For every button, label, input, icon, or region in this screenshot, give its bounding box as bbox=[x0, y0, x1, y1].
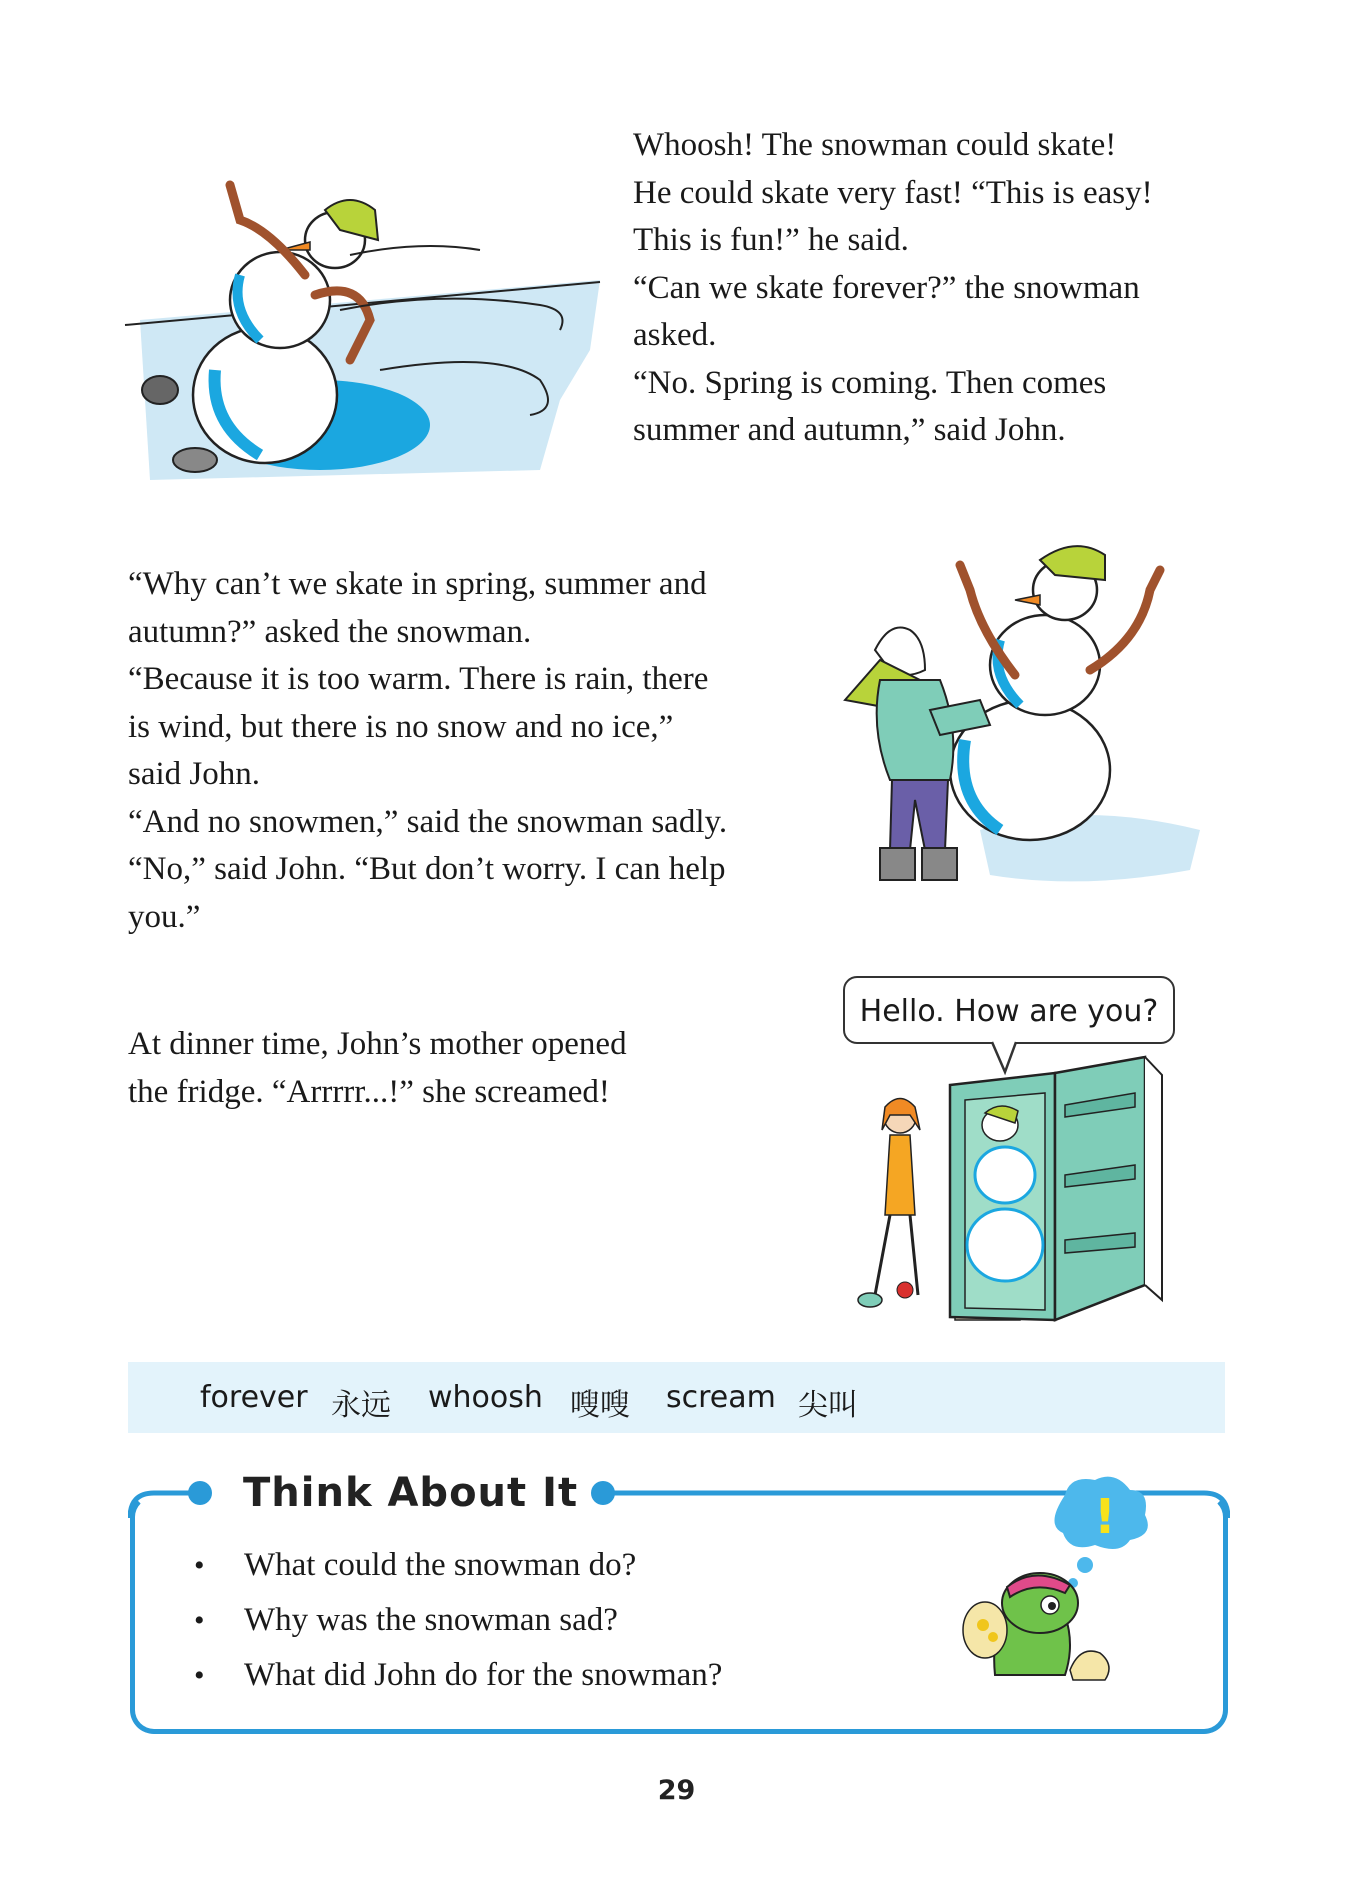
fridge-illustration bbox=[800, 1055, 1180, 1335]
vocab-word: forever bbox=[200, 1380, 308, 1415]
story-paragraph-3 bbox=[128, 1021, 627, 1116]
vocab-meaning: 尖叫 bbox=[798, 1388, 858, 1423]
story-line: said John. bbox=[128, 756, 260, 792]
question-item bbox=[194, 1547, 637, 1584]
vocab-word: whoosh bbox=[428, 1380, 543, 1415]
bullet-point: • bbox=[194, 1604, 205, 1637]
question-text: What could the snowman do? bbox=[244, 1547, 637, 1583]
john-and-snowman-illustration bbox=[830, 530, 1210, 910]
story-line: is wind, but there is no snow and no ice,” bbox=[128, 708, 674, 745]
story-line: Whoosh! The snowman could skate! bbox=[633, 127, 1117, 163]
story-line: “No. Spring is coming. Then comes bbox=[633, 364, 1107, 401]
story-line: autumn?” asked the snowman. bbox=[128, 613, 532, 650]
story-line: He could skate very fast! “This is easy! bbox=[633, 174, 1153, 211]
vocab-meaning: 嗖嗖 bbox=[570, 1388, 630, 1423]
story-line: This is fun!” he said. bbox=[633, 222, 909, 258]
vocabulary-strip bbox=[128, 1362, 1225, 1433]
question-item bbox=[194, 1602, 618, 1639]
question-text: What did John do for the snowman? bbox=[244, 1657, 723, 1693]
vocab-meaning: 永远 bbox=[331, 1388, 391, 1423]
skating-snowman-illustration bbox=[120, 170, 610, 490]
story-line: “Because it is too warm. There is rain, there bbox=[128, 661, 709, 697]
bullet-point: • bbox=[194, 1549, 205, 1582]
question-text: Why was the snowman sad? bbox=[244, 1602, 618, 1638]
think-about-it-title: Think About It bbox=[243, 1470, 579, 1516]
page-number: 29 bbox=[657, 1775, 696, 1806]
thinking-dinosaur-mascot bbox=[955, 1475, 1155, 1685]
story-line: the fridge. “Arrrrr...!” she screamed! bbox=[128, 1073, 610, 1110]
bullet-point: • bbox=[194, 1659, 205, 1692]
exclamation-mark: ! bbox=[1094, 1489, 1116, 1545]
story-line: asked. bbox=[633, 317, 717, 353]
story-line: “No,” said John. “But don’t worry. I can help bbox=[128, 851, 726, 887]
question-item bbox=[194, 1657, 723, 1694]
story-line: “Can we skate forever?” the snowman bbox=[633, 269, 1140, 306]
story-line: summer and autumn,” said John. bbox=[633, 412, 1066, 448]
story-paragraph-1 bbox=[633, 122, 1153, 455]
story-line: “And no snowmen,” said the snowman sadly. bbox=[128, 803, 728, 840]
speech-bubble bbox=[843, 976, 1175, 1044]
story-line: “Why can’t we skate in spring, summer and bbox=[128, 566, 707, 602]
story-line: you.” bbox=[128, 898, 201, 935]
story-paragraph-2 bbox=[128, 561, 727, 941]
speech-bubble-text: Hello. How are you? bbox=[859, 994, 1159, 1029]
vocab-word: scream bbox=[666, 1380, 776, 1415]
story-line: At dinner time, John’s mother opened bbox=[128, 1026, 627, 1062]
